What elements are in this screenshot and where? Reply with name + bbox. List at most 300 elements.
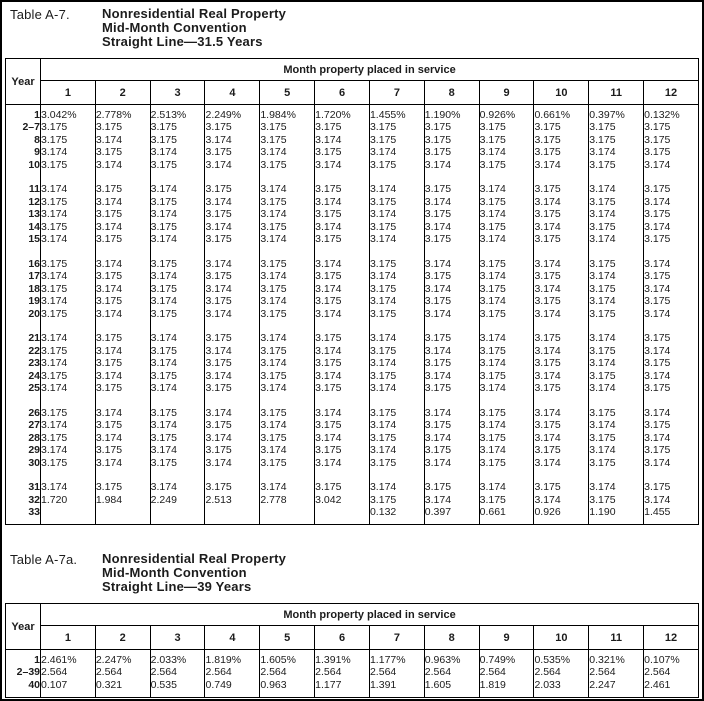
- rate-cell: 3.174: [424, 196, 479, 209]
- year-cell: 14: [6, 221, 41, 234]
- rate-cell: 3.175: [534, 481, 589, 494]
- rate-cell: 3.174: [479, 183, 534, 196]
- rate-cell: 3.175: [41, 258, 96, 271]
- table-row: [6, 308, 699, 321]
- rate-cell: 3.175: [205, 481, 260, 494]
- rate-cell: 3.174: [369, 233, 424, 246]
- rate-cell: 3.175: [315, 183, 370, 196]
- rate-cell: 3.174: [205, 258, 260, 271]
- rate-cell: 3.174: [41, 419, 96, 432]
- rate-cell: 3.175: [589, 121, 644, 134]
- rate-cell: 3.175: [479, 121, 534, 134]
- rate-cell: [41, 506, 96, 519]
- rate-cell: 3.175: [534, 382, 589, 395]
- rate-cell: 3.175: [369, 432, 424, 445]
- rate-cell: 3.174: [644, 196, 699, 209]
- month-column-header: 9: [479, 81, 534, 105]
- rate-cell: 3.174: [315, 370, 370, 383]
- rate-cell: 3.175: [589, 308, 644, 321]
- rate-cell: 3.175: [95, 270, 150, 283]
- rate-cell: 3.174: [260, 270, 315, 283]
- rate-cell: 3.175: [534, 134, 589, 147]
- rate-cell: 3.175: [41, 432, 96, 445]
- rate-cell: 3.174: [260, 183, 315, 196]
- spacer-cell: [424, 171, 479, 183]
- rate-cell: 0.321: [95, 679, 150, 692]
- rate-cell: 0.661%: [534, 109, 589, 122]
- rate-cell: 3.174: [315, 457, 370, 470]
- rate-cell: 3.175: [95, 357, 150, 370]
- rate-cell: 3.175: [95, 382, 150, 395]
- rate-cell: 3.175: [150, 457, 205, 470]
- rate-cell: 3.175: [479, 196, 534, 209]
- rate-cell: 2.564: [260, 666, 315, 679]
- rate-cell: 3.174: [315, 221, 370, 234]
- rate-cell: 2.249%: [205, 109, 260, 122]
- rate-cell: 3.174: [534, 283, 589, 296]
- spacer-cell: [41, 320, 96, 332]
- rate-cell: 3.175: [150, 345, 205, 358]
- spacer-cell: [6, 519, 41, 525]
- rate-cell: 3.174: [369, 146, 424, 159]
- rate-cell: 3.175: [424, 183, 479, 196]
- year-cell: 24: [6, 370, 41, 383]
- spacer-cell: [644, 691, 699, 697]
- rate-cell: 3.175: [260, 432, 315, 445]
- year-cell: 2–7: [6, 121, 41, 134]
- rate-cell: 3.175: [150, 258, 205, 271]
- spacer-cell: [95, 469, 150, 481]
- rate-cell: 3.175: [315, 382, 370, 395]
- spacer-cell: [644, 469, 699, 481]
- rate-cell: 3.175: [644, 444, 699, 457]
- rate-cell: 3.174: [150, 183, 205, 196]
- rate-cell: 3.175: [589, 494, 644, 507]
- rate-cell: 3.175: [479, 134, 534, 147]
- rate-cell: 3.174: [150, 444, 205, 457]
- table-row: [6, 444, 699, 457]
- table-row: [6, 666, 699, 679]
- rate-cell: 3.175: [150, 159, 205, 172]
- rate-cell: 3.175: [424, 146, 479, 159]
- spacer-cell: [315, 691, 370, 697]
- rate-cell: 3.175: [424, 332, 479, 345]
- rate-cell: 3.175: [260, 283, 315, 296]
- month-column-header: 4: [205, 626, 260, 650]
- rate-cell: 3.174: [589, 481, 644, 494]
- month-number-row: [6, 626, 699, 650]
- rate-cell: [260, 506, 315, 519]
- spacer-cell: [424, 246, 479, 258]
- rate-cell: 3.175: [260, 121, 315, 134]
- table-a7a: [5, 603, 699, 698]
- rate-cell: 3.175: [424, 481, 479, 494]
- rate-cell: 3.174: [41, 208, 96, 221]
- rate-cell: 3.175: [205, 270, 260, 283]
- spacer-cell: [479, 246, 534, 258]
- spacer-cell: [205, 691, 260, 697]
- spacer-cell: [534, 320, 589, 332]
- rate-cell: 3.175: [205, 233, 260, 246]
- rate-cell: 1.177%: [369, 654, 424, 667]
- table-row: [6, 109, 699, 122]
- table-row: [6, 357, 699, 370]
- spacer-cell: [589, 320, 644, 332]
- rate-cell: 1.190%: [424, 109, 479, 122]
- rate-cell: 3.174: [260, 233, 315, 246]
- spacer-cell: [150, 691, 205, 697]
- rate-cell: 3.175: [479, 370, 534, 383]
- table-a7: [5, 58, 699, 525]
- month-column-header: 7: [369, 81, 424, 105]
- rate-cell: 2.564: [95, 666, 150, 679]
- rate-cell: 3.174: [260, 295, 315, 308]
- month-column-header: 1: [41, 626, 96, 650]
- rate-cell: 3.175: [479, 159, 534, 172]
- spacer-cell: [315, 519, 370, 525]
- rate-cell: 3.175: [369, 121, 424, 134]
- spacer-cell: [534, 246, 589, 258]
- rate-cell: 3.174: [534, 308, 589, 321]
- spacer-cell: [95, 246, 150, 258]
- rate-cell: 0.107%: [644, 654, 699, 667]
- rate-cell: 3.174: [150, 382, 205, 395]
- rate-cell: 3.174: [424, 283, 479, 296]
- rate-cell: 3.175: [534, 183, 589, 196]
- rate-cell: 3.175: [95, 233, 150, 246]
- year-cell: 1: [6, 654, 41, 667]
- rate-cell: 3.175: [41, 221, 96, 234]
- spacer-cell: [150, 171, 205, 183]
- table-row: [6, 407, 699, 420]
- spacer-cell: [205, 519, 260, 525]
- spacer-cell: [589, 469, 644, 481]
- rate-cell: 3.175: [589, 432, 644, 445]
- table-a7a-body: [6, 650, 699, 698]
- row-group-separator: [6, 171, 699, 183]
- table-row: [6, 654, 699, 667]
- spacer-cell: [41, 469, 96, 481]
- rate-cell: 2.564: [205, 666, 260, 679]
- rate-cell: 3.174: [41, 444, 96, 457]
- rate-cell: 3.175: [315, 332, 370, 345]
- rate-cell: 3.175: [369, 134, 424, 147]
- rate-cell: 3.174: [589, 208, 644, 221]
- rate-cell: 3.174: [369, 270, 424, 283]
- rate-cell: 0.963%: [424, 654, 479, 667]
- spacer-cell: [6, 246, 41, 258]
- spacer-cell: [150, 519, 205, 525]
- rate-cell: 3.174: [315, 159, 370, 172]
- year-cell: 13: [6, 208, 41, 221]
- rate-cell: 3.175: [260, 258, 315, 271]
- spacer-cell: [95, 320, 150, 332]
- rate-cell: 3.175: [205, 357, 260, 370]
- rate-cell: 3.175: [644, 295, 699, 308]
- rate-cell: 3.175: [424, 295, 479, 308]
- rate-cell: 3.175: [644, 121, 699, 134]
- rate-cell: 3.174: [150, 208, 205, 221]
- spacer-cell: [479, 519, 534, 525]
- year-cell: 1: [6, 109, 41, 122]
- rate-cell: 3.174: [424, 370, 479, 383]
- rate-cell: 3.175: [479, 221, 534, 234]
- rate-cell: 3.175: [369, 457, 424, 470]
- rate-cell: 3.175: [644, 481, 699, 494]
- rate-cell: 3.175: [150, 370, 205, 383]
- rate-cell: 3.174: [315, 407, 370, 420]
- table-a7a-title: [102, 552, 286, 594]
- rate-cell: 2.564: [315, 666, 370, 679]
- spacer-cell: [41, 246, 96, 258]
- rate-cell: 3.174: [479, 295, 534, 308]
- spacer-cell: [589, 171, 644, 183]
- rate-cell: 1.391: [369, 679, 424, 692]
- table-a7a-header: [6, 604, 699, 650]
- rate-cell: 0.749%: [479, 654, 534, 667]
- table-row: [6, 134, 699, 147]
- table-row: [6, 258, 699, 271]
- rate-cell: 3.174: [95, 283, 150, 296]
- rate-cell: 1.984: [95, 494, 150, 507]
- rate-cell: 3.175: [589, 221, 644, 234]
- rate-cell: 3.174: [644, 432, 699, 445]
- rate-cell: 3.174: [534, 258, 589, 271]
- rate-cell: 2.513: [205, 494, 260, 507]
- month-column-header: 11: [589, 81, 644, 105]
- rate-cell: 3.175: [41, 159, 96, 172]
- rate-cell: 3.175: [479, 308, 534, 321]
- month-column-header: 4: [205, 81, 260, 105]
- rate-cell: 3.174: [534, 345, 589, 358]
- rate-cell: 3.174: [205, 196, 260, 209]
- row-group-separator: [6, 395, 699, 407]
- table-a7-title-block: [2, 2, 702, 58]
- spacer-cell: [95, 395, 150, 407]
- rate-cell: 3.175: [369, 494, 424, 507]
- spacer-cell: [205, 469, 260, 481]
- rate-cell: 3.175: [260, 159, 315, 172]
- rate-cell: 3.175: [644, 332, 699, 345]
- rate-cell: 3.175: [369, 196, 424, 209]
- spacer-cell: [95, 519, 150, 525]
- rate-cell: 3.175: [534, 146, 589, 159]
- month-column-header: 8: [424, 626, 479, 650]
- rate-cell: 3.174: [644, 407, 699, 420]
- rate-cell: 3.174: [369, 332, 424, 345]
- spacer-cell: [369, 469, 424, 481]
- rate-cell: 3.174: [260, 382, 315, 395]
- rate-cell: 3.174: [41, 481, 96, 494]
- year-cell: 32: [6, 494, 41, 507]
- month-column-header: 12: [644, 81, 699, 105]
- rate-cell: 2.564: [534, 666, 589, 679]
- rate-cell: 3.175: [41, 283, 96, 296]
- rate-cell: 3.174: [95, 432, 150, 445]
- rate-cell: 3.175: [315, 233, 370, 246]
- spacer-cell: [6, 691, 41, 697]
- rate-cell: 3.175: [644, 183, 699, 196]
- rate-cell: 0.926%: [479, 109, 534, 122]
- rate-cell: 3.175: [534, 121, 589, 134]
- spacer-cell: [479, 395, 534, 407]
- table-row: [6, 146, 699, 159]
- rate-cell: 3.175: [424, 233, 479, 246]
- rate-cell: 3.174: [205, 370, 260, 383]
- year-cell: 21: [6, 332, 41, 345]
- rate-cell: 3.174: [260, 419, 315, 432]
- spacer-cell: [41, 395, 96, 407]
- spacer-cell: [315, 395, 370, 407]
- rate-cell: 3.175: [315, 146, 370, 159]
- rate-cell: 3.175: [424, 121, 479, 134]
- rate-cell: 3.175: [150, 121, 205, 134]
- month-number-row: [6, 81, 699, 105]
- rate-cell: 3.175: [589, 134, 644, 147]
- rate-cell: 1.391%: [315, 654, 370, 667]
- rate-cell: 2.461: [644, 679, 699, 692]
- rate-cell: 3.175: [424, 357, 479, 370]
- rate-cell: 0.749: [205, 679, 260, 692]
- rate-cell: 1.190: [589, 506, 644, 519]
- year-cell: 22: [6, 345, 41, 358]
- rate-cell: 3.174: [315, 196, 370, 209]
- rate-cell: 1.984%: [260, 109, 315, 122]
- rate-cell: 3.174: [41, 233, 96, 246]
- rate-cell: 3.175: [589, 457, 644, 470]
- rate-cell: 3.174: [369, 208, 424, 221]
- rate-cell: 2.461%: [41, 654, 96, 667]
- rate-cell: 3.174: [95, 221, 150, 234]
- rate-cell: 3.175: [479, 494, 534, 507]
- spacer-cell: [150, 246, 205, 258]
- month-column-header: 5: [260, 81, 315, 105]
- rate-cell: 3.174: [424, 221, 479, 234]
- spacer-cell: [260, 246, 315, 258]
- rate-cell: 0.963: [260, 679, 315, 692]
- year-cell: 31: [6, 481, 41, 494]
- rate-cell: 3.174: [205, 345, 260, 358]
- rate-cell: 3.174: [589, 332, 644, 345]
- spacer-cell: [315, 246, 370, 258]
- rate-cell: 3.175: [205, 382, 260, 395]
- year-cell: 20: [6, 308, 41, 321]
- rate-cell: 3.175: [150, 308, 205, 321]
- rate-cell: 3.174: [644, 221, 699, 234]
- rate-cell: 0.535%: [534, 654, 589, 667]
- spacer-cell: [424, 469, 479, 481]
- rate-cell: 3.175: [315, 270, 370, 283]
- rate-cell: 3.174: [479, 382, 534, 395]
- rate-cell: 3.175: [205, 208, 260, 221]
- month-column-header: 7: [369, 626, 424, 650]
- rate-cell: 3.175: [95, 146, 150, 159]
- rate-cell: 3.174: [589, 419, 644, 432]
- table-row: [6, 208, 699, 221]
- rate-cell: 3.174: [205, 407, 260, 420]
- rate-cell: 3.175: [150, 221, 205, 234]
- rate-cell: 0.661: [479, 506, 534, 519]
- rate-cell: 3.174: [260, 208, 315, 221]
- rate-cell: 3.175: [644, 208, 699, 221]
- rate-cell: 3.174: [205, 283, 260, 296]
- rate-cell: 2.564: [41, 666, 96, 679]
- spacer-cell: [205, 171, 260, 183]
- rate-cell: 3.174: [95, 407, 150, 420]
- spacer-cell: [589, 691, 644, 697]
- rate-cell: 3.175: [41, 196, 96, 209]
- year-column-header: Year: [6, 604, 41, 650]
- rate-cell: 2.564: [369, 666, 424, 679]
- table-a7a-section: [2, 525, 702, 698]
- table-a7-title: [102, 7, 286, 49]
- rate-cell: 2.564: [424, 666, 479, 679]
- month-column-header: 3: [150, 81, 205, 105]
- rate-cell: 3.175: [95, 481, 150, 494]
- rate-cell: 3.175: [150, 283, 205, 296]
- rate-cell: 3.175: [260, 221, 315, 234]
- rate-cell: 3.174: [150, 332, 205, 345]
- rate-cell: 3.175: [369, 407, 424, 420]
- rate-cell: 3.174: [95, 345, 150, 358]
- rate-cell: 1.819%: [205, 654, 260, 667]
- year-cell: 2–39: [6, 666, 41, 679]
- rate-cell: 3.174: [424, 407, 479, 420]
- rate-cell: 3.174: [41, 357, 96, 370]
- month-header: Month property placed in service: [41, 604, 699, 626]
- table-row: [6, 457, 699, 470]
- rate-cell: [150, 506, 205, 519]
- rate-cell: 2.033: [534, 679, 589, 692]
- month-column-header: 6: [315, 81, 370, 105]
- rate-cell: 3.175: [644, 233, 699, 246]
- spacer-cell: [260, 691, 315, 697]
- rate-cell: 3.174: [315, 308, 370, 321]
- rate-cell: 3.175: [205, 332, 260, 345]
- table-row: [6, 233, 699, 246]
- spacer-cell: [644, 246, 699, 258]
- rate-cell: 1.605%: [260, 654, 315, 667]
- rate-cell: [95, 506, 150, 519]
- rate-cell: 3.174: [260, 332, 315, 345]
- rate-cell: 3.174: [424, 159, 479, 172]
- table-row: [6, 506, 699, 519]
- spacer-cell: [6, 171, 41, 183]
- rate-cell: 3.174: [644, 159, 699, 172]
- rate-cell: 3.175: [589, 258, 644, 271]
- rate-cell: 3.175: [424, 134, 479, 147]
- spacer-cell: [589, 395, 644, 407]
- month-column-header: 2: [95, 81, 150, 105]
- year-cell: 8: [6, 134, 41, 147]
- rate-cell: 1.455: [644, 506, 699, 519]
- table-row: [6, 370, 699, 383]
- spacer-cell: [150, 469, 205, 481]
- rate-cell: 3.174: [150, 146, 205, 159]
- table-a7-section: [2, 2, 702, 525]
- table-a7a-label: Table A-7a.: [10, 552, 78, 567]
- rate-cell: 3.174: [589, 295, 644, 308]
- rate-cell: 3.174: [41, 332, 96, 345]
- spacer-cell: [95, 171, 150, 183]
- table-row: [6, 494, 699, 507]
- rate-cell: 3.175: [41, 134, 96, 147]
- year-cell: 40: [6, 679, 41, 692]
- rate-cell: 0.321%: [589, 654, 644, 667]
- spacer-cell: [369, 395, 424, 407]
- rate-cell: 3.174: [95, 196, 150, 209]
- table-row: [6, 419, 699, 432]
